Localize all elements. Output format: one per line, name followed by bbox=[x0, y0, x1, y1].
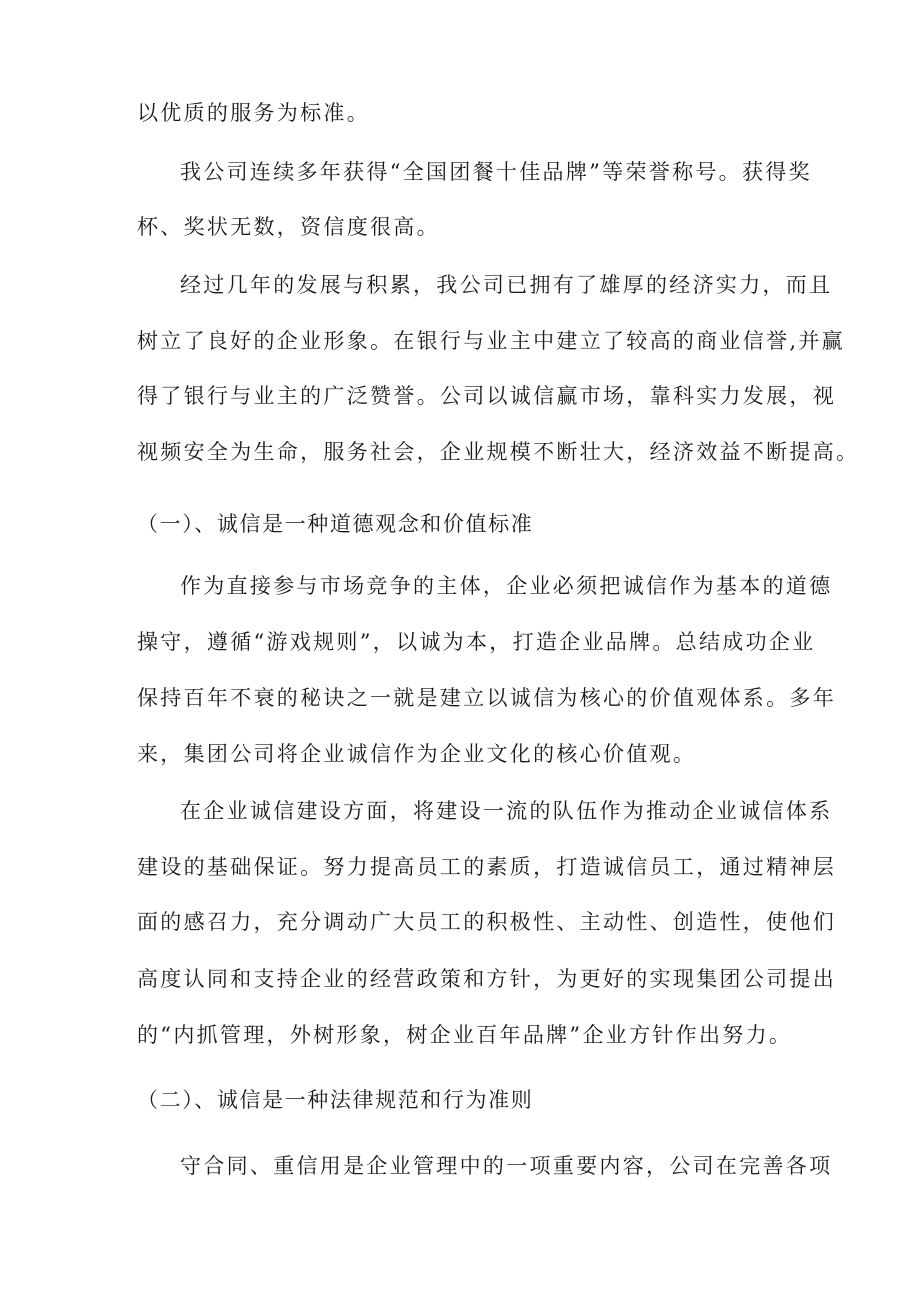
paragraph-line: 保持百年不衰的秘诀之一就是建立以诚信为核心的价值观体系。多年 bbox=[137, 686, 836, 710]
paragraph-line: 守合同、重信用是企业管理中的一项重要内容，公司在完善各项 bbox=[180, 1154, 833, 1178]
paragraph-line: 建设的基础保证。努力提高员工的素质，打造诚信员工，通过精神层 bbox=[137, 855, 836, 879]
paragraph-line: 以优质的服务为标准。 bbox=[137, 101, 370, 125]
paragraph-line: 树立了良好的企业形象。在银行与业主中建立了较高的商业信誉,并赢 bbox=[137, 329, 845, 353]
paragraph-line: 来，集团公司将企业诚信作为企业文化的核心价值观。 bbox=[137, 742, 697, 766]
paragraph-line: 作为直接参与市场竞争的主体，企业必须把诚信作为基本的道德 bbox=[180, 574, 833, 598]
paragraph-line: 经过几年的发展与积累，我公司已拥有了雄厚的经济实力，而且 bbox=[180, 273, 833, 297]
paragraph-line: 高度认同和支持企业的经营政策和方针，为更好的实现集团公司提出 bbox=[137, 967, 836, 991]
paragraph-line: 在企业诚信建设方面，将建设一流的队伍作为推动企业诚信体系 bbox=[180, 799, 833, 823]
section-heading: （一）、诚信是一种道德观念和价值标准 bbox=[137, 512, 534, 536]
paragraph-line: 的“内抓管理，外树形象，树企业百年品牌”企业方针作出努力。 bbox=[137, 1023, 793, 1047]
paragraph-line: 操守，遵循“游戏规则”，以诚为本，打造企业品牌。总结成功企业 bbox=[137, 630, 816, 654]
paragraph-line: 我公司连续多年获得“全国团餐十佳品牌”等荣誉称号。获得奖 bbox=[180, 160, 812, 184]
paragraph-line: 得了银行与业主的广泛赞誉。公司以诚信赢市场，靠科实力发展，视 bbox=[137, 384, 836, 408]
paragraph-line: 杯、奖状无数，资信度很高。 bbox=[137, 215, 440, 239]
section-heading: （二）、诚信是一种法律规范和行为准则 bbox=[137, 1088, 534, 1112]
paragraph-line: 视频安全为生命，服务社会，企业规模不断壮大，经济效益不断提高。 bbox=[137, 440, 860, 464]
paragraph-line: 面的感召力，充分调动广大员工的积极性、主动性、创造性，使他们 bbox=[137, 910, 836, 934]
